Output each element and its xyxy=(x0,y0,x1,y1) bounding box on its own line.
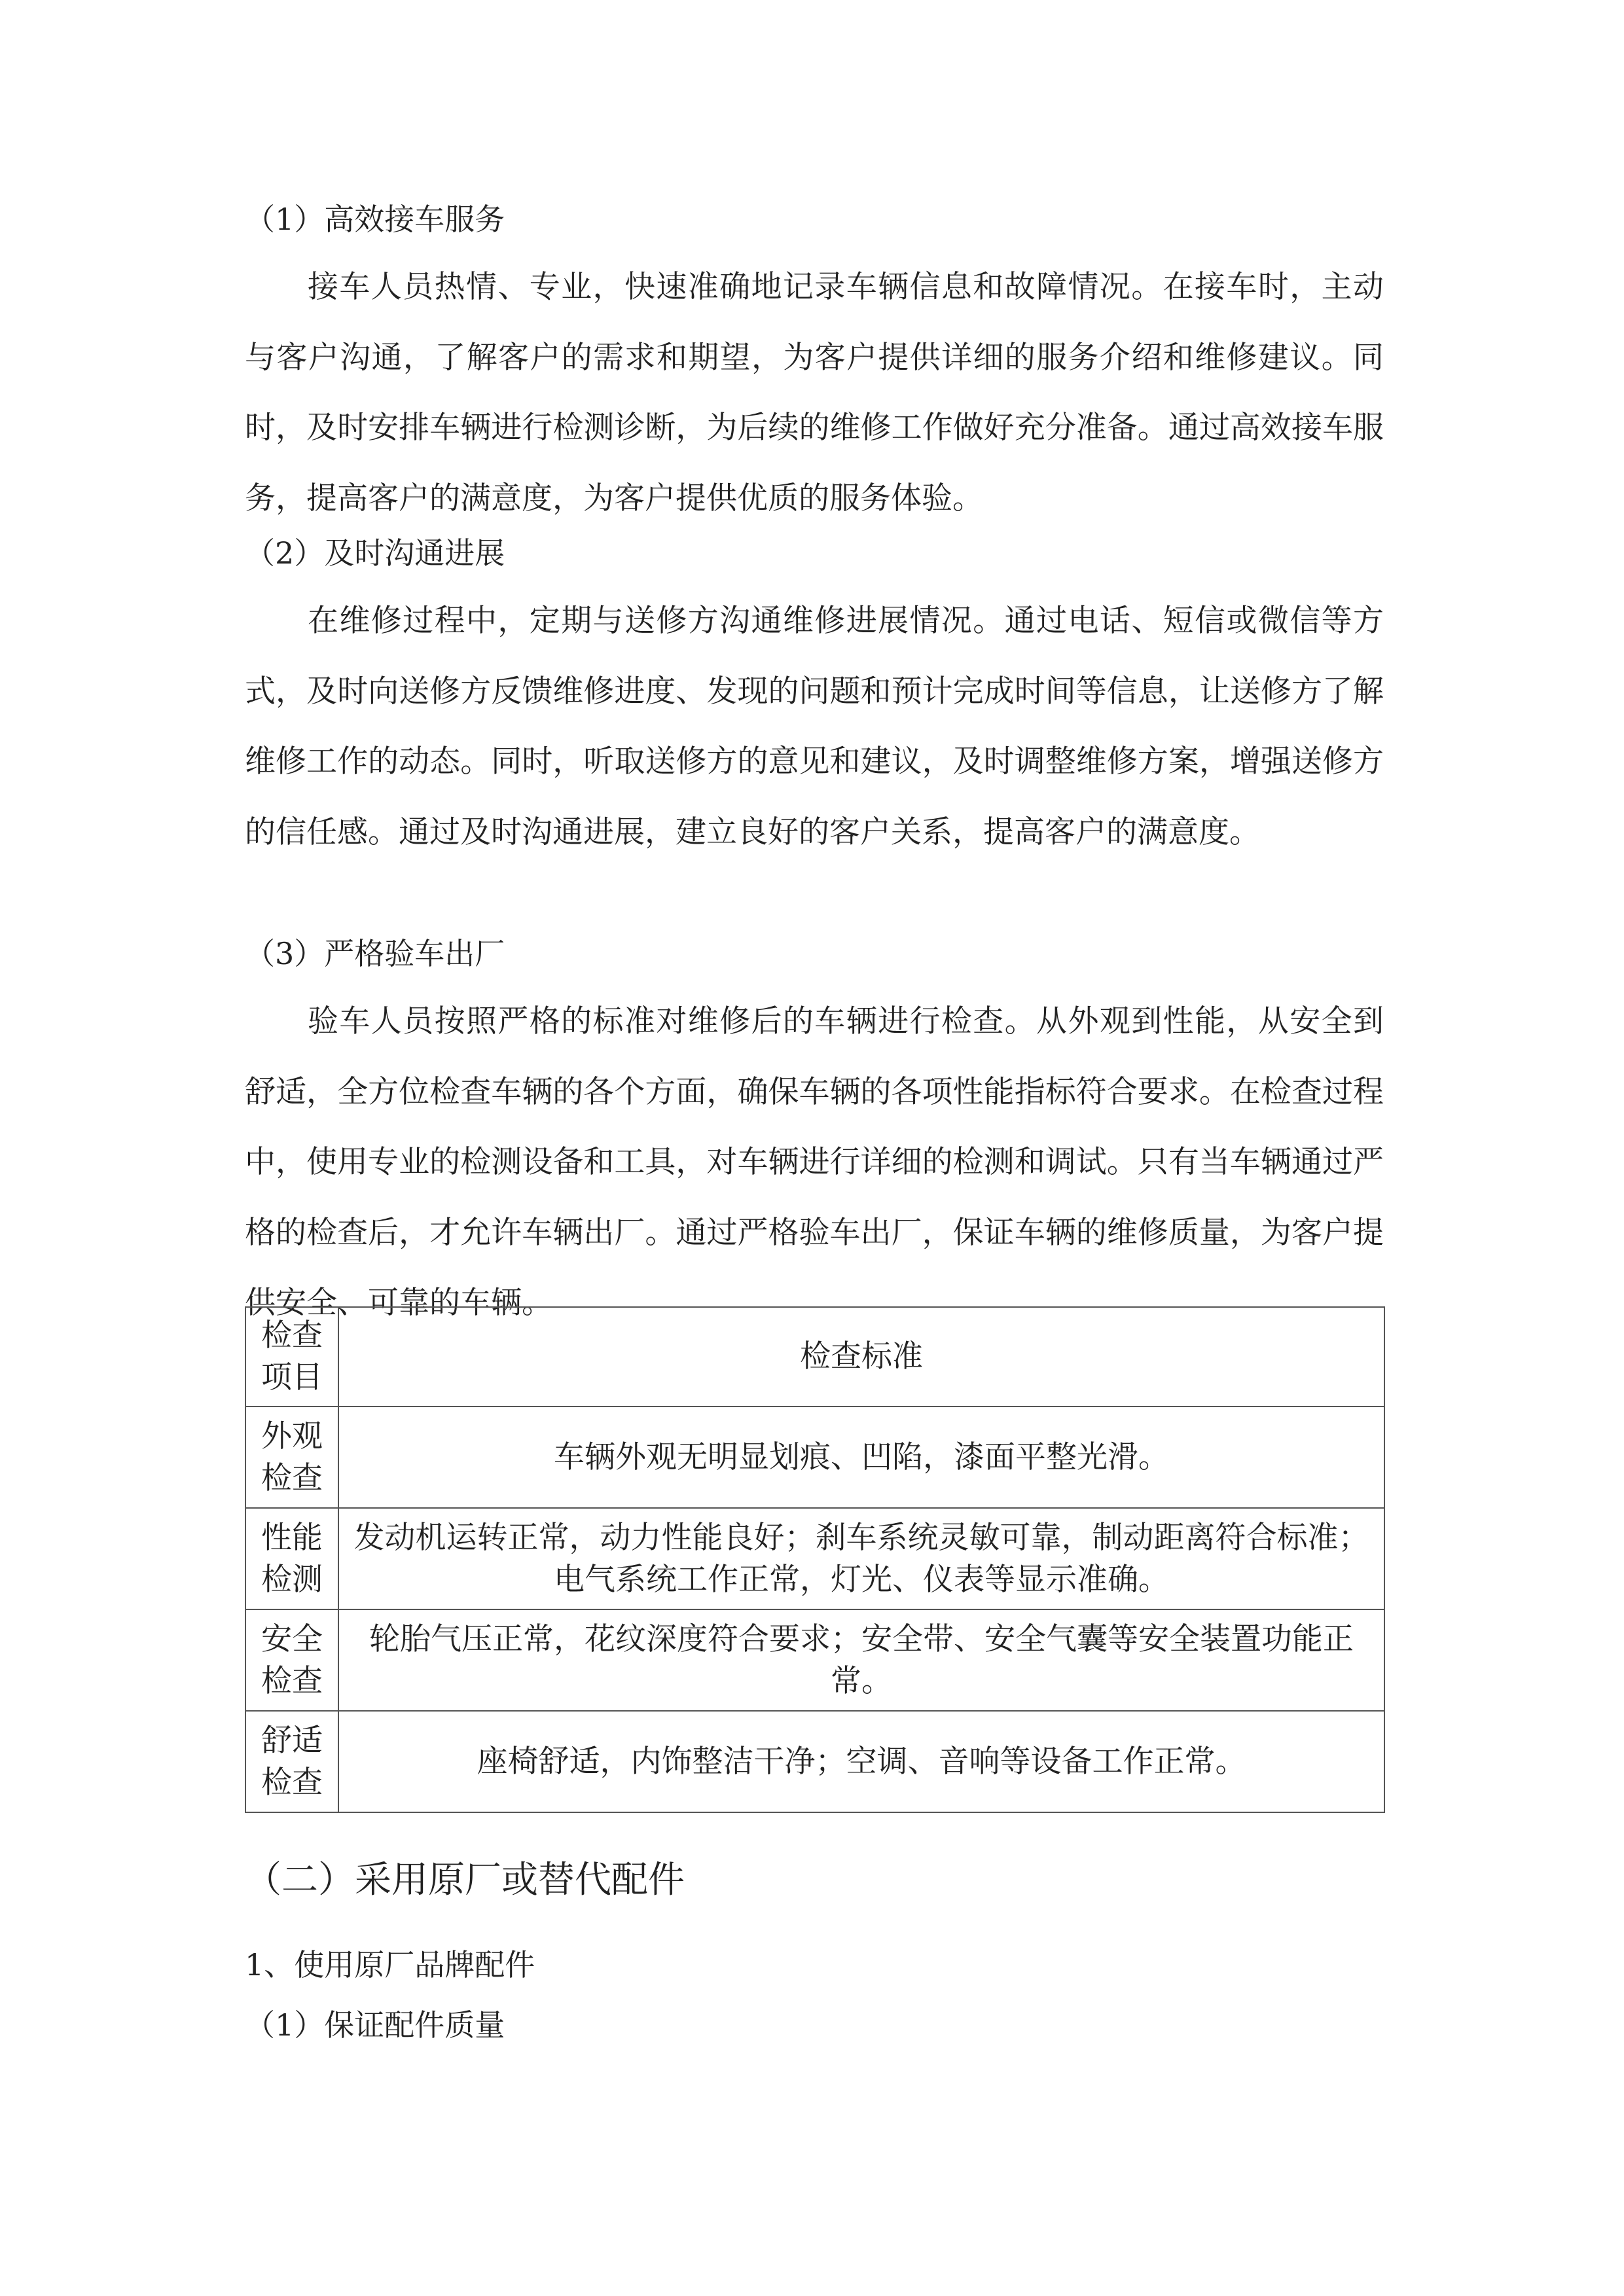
table-cell-standard: 轮胎气压正常，花纹深度符合要求；安全带、安全气囊等安全装置功能正常。 xyxy=(338,1609,1384,1711)
table-cell-standard: 发动机运转正常，动力性能良好；刹车系统灵敏可靠，制动距离符合标准；电气系统工作正常，灯光、仪表等显示准确。 xyxy=(338,1508,1384,1609)
table-row xyxy=(245,1407,1384,1508)
section-item-heading: （1）保证配件质量 xyxy=(245,2007,505,2043)
paragraph-timely-communication: 在维修过程中，定期与送修方沟通维修进展情况。通过电话、短信或微信等方式，及时向送修方反馈维修进度、发现的问题和预计完成时间等信息，让送修方了解维修工作的动态。同时，听取送修方的意见和建议，及时调整维修方案，增强送修方的信任感。通过及时沟通进展，建立良好的客户关系，提高客户的满意度。 xyxy=(245,603,1384,850)
table-row xyxy=(245,1711,1384,1812)
paragraph-strict-inspection: 验车人员按照严格的标准对维修后的车辆进行检查。从外观到性能，从安全到舒适，全方位检查车辆的各个方面，确保车辆的各项性能指标符合要求。在检查过程中，使用专业的检测设备和工具，对车辆进行详细的检测和调试。只有当车辆通过严格的检查后，才允许车辆出厂。通过严格验车出厂，保证车辆的维修质量，为客户提供安全、可靠的车辆。 xyxy=(245,1003,1384,1321)
heading-efficient-reception: （1）高效接车服务 xyxy=(245,202,505,237)
table-cell-item: 舒适检查 xyxy=(245,1711,338,1812)
table-cell-standard: 座椅舒适，内饰整洁干净；空调、音响等设备工作正常。 xyxy=(338,1711,1384,1812)
table-cell-standard: 车辆外观无明显划痕、凹陷，漆面平整光滑。 xyxy=(338,1407,1384,1508)
table-cell-item: 安全检查 xyxy=(245,1609,338,1711)
table-cell-item: 外观检查 xyxy=(245,1407,338,1508)
table-cell-item: 性能检测 xyxy=(245,1508,338,1609)
table-row xyxy=(245,1609,1384,1711)
section-title: （二）采用原厂或替代配件 xyxy=(245,1859,685,1901)
table-header-item: 检查项目 xyxy=(245,1307,338,1407)
table-header-standard: 检查标准 xyxy=(338,1307,1384,1407)
table-row xyxy=(245,1508,1384,1609)
table-header-row xyxy=(245,1307,1384,1407)
heading-timely-communication: （2）及时沟通进展 xyxy=(245,535,505,571)
heading-strict-inspection: （3）严格验车出厂 xyxy=(245,936,505,971)
section-subtitle: 1、使用原厂品牌配件 xyxy=(245,1947,535,1982)
inspection-table xyxy=(245,1306,1385,1813)
paragraph-efficient-reception: 接车人员热情、专业，快速准确地记录车辆信息和故障情况。在接车时，主动与客户沟通，了解客户的需求和期望，为客户提供详细的服务介绍和维修建议。同时，及时安排车辆进行检测诊断，为后续的维修工作做好充分准备。通过高效接车服务，提高客户的满意度，为客户提供优质的服务体验。 xyxy=(245,269,1384,516)
